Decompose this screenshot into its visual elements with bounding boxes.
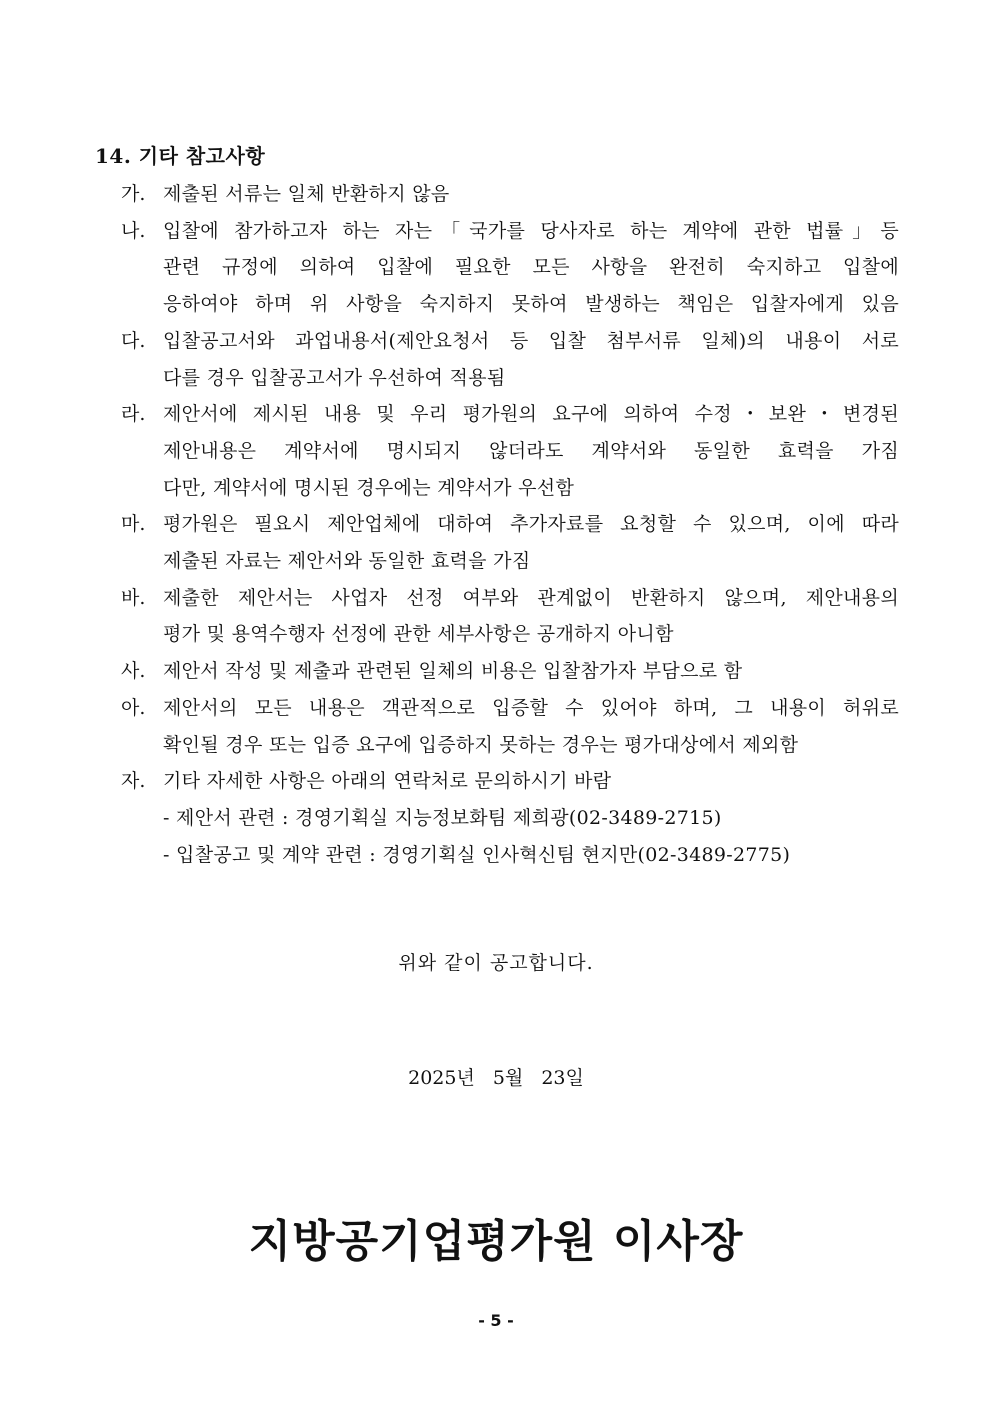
item-line: 제출된 자료는 제안서와 동일한 효력을 가짐 — [163, 550, 531, 573]
item-line: 제안내용은 계약서에 명시되지 않더라도 계약서와 동일한 효력을 가짐 — [163, 439, 899, 462]
item-text — [163, 176, 899, 213]
item-marker: 다. — [121, 329, 146, 352]
item-text — [163, 506, 899, 579]
item-line: 기타 자세한 사항은 아래의 연락처로 문의하시기 바람 — [163, 770, 612, 793]
announcement-date: 2025년 5월 23일 — [408, 1067, 584, 1089]
list-item — [121, 506, 899, 579]
item-marker: 나. — [121, 219, 146, 242]
item-line: 입찰공고서와 과업내용서(제안요청서 등 입찰 첨부서류 일체)의 내용이 서로 — [163, 329, 899, 352]
item-line: 제안서 작성 및 제출과 관련된 일체의 비용은 입찰참가자 부담으로 함 — [163, 660, 743, 683]
item-text — [163, 580, 899, 653]
item-line: 제출된 서류는 일체 반환하지 않음 — [163, 183, 450, 205]
list-item — [121, 323, 899, 396]
item-text — [163, 323, 899, 396]
list-item — [121, 580, 899, 653]
item-line: 제출한 제안서는 사업자 선정 여부와 관계없이 반환하지 않으며, 제안내용의 — [163, 586, 899, 609]
list-item — [121, 653, 899, 690]
item-marker: 라. — [121, 403, 146, 426]
item-marker: 가. — [121, 183, 146, 205]
item-text — [163, 396, 899, 506]
item-text — [163, 653, 899, 690]
list-item — [121, 690, 899, 763]
item-marker: 마. — [121, 513, 146, 536]
section-title: 14. 기타 참고사항 — [95, 144, 266, 168]
item-line: 다만, 계약서에 명시된 경우에는 계약서가 우선함 — [163, 476, 575, 499]
list-item — [121, 213, 899, 323]
item-text — [163, 763, 899, 873]
item-line: 평가원은 필요시 제안업체에 대하여 추가자료를 요청할 수 있으며, 이에 따라 — [163, 513, 899, 536]
contact-line-proposal: - 제안서 관련 : 경영기획실 지능정보화팀 제희광(02-3489-2715) — [163, 806, 722, 829]
item-marker: 사. — [121, 660, 146, 683]
item-line: 관련 규정에 의하여 입찰에 필요한 모든 사항을 완전히 숙지하고 입찰에 — [163, 256, 899, 279]
item-line: 평가 및 용역수행자 선정에 관한 세부사항은 공개하지 아니함 — [163, 623, 674, 646]
item-line: 입찰에 참가하고자 하는 자는「국가를 당사자로 하는 계약에 관한 법률」등 — [163, 219, 899, 242]
item-marker: 자. — [121, 770, 146, 793]
item-line: 다를 경우 입찰공고서가 우선하여 적용됨 — [163, 366, 506, 389]
item-text — [163, 690, 899, 763]
item-marker: 바. — [121, 586, 146, 609]
contact-line-contract: - 입찰공고 및 계약 관련 : 경영기획실 인사혁신팀 현지만(02-3489-2775) — [163, 843, 791, 866]
page-number: - 5 - — [478, 1311, 514, 1330]
organization-signature: 지방공기업평가원 이사장 — [248, 1216, 744, 1267]
reference-items-list — [121, 176, 899, 873]
item-line: 확인될 경우 또는 입증 요구에 입증하지 못하는 경우는 평가대상에서 제외함 — [163, 733, 799, 756]
item-line: 제안서의 모든 내용은 객관적으로 입증할 수 있어야 하며, 그 내용이 허위로 — [163, 696, 899, 719]
closing-statement: 위와 같이 공고합니다. — [398, 952, 594, 974]
list-item — [121, 396, 899, 506]
item-text — [163, 213, 899, 323]
item-line: 응하여야 하며 위 사항을 숙지하지 못하여 발생하는 책임은 입찰자에게 있음 — [163, 293, 899, 316]
list-item — [121, 763, 899, 873]
list-item — [121, 176, 899, 213]
item-line: 제안서에 제시된 내용 및 우리 평가원의 요구에 의하여 수정・보완・변경된 — [163, 403, 899, 426]
item-marker: 아. — [121, 696, 146, 719]
